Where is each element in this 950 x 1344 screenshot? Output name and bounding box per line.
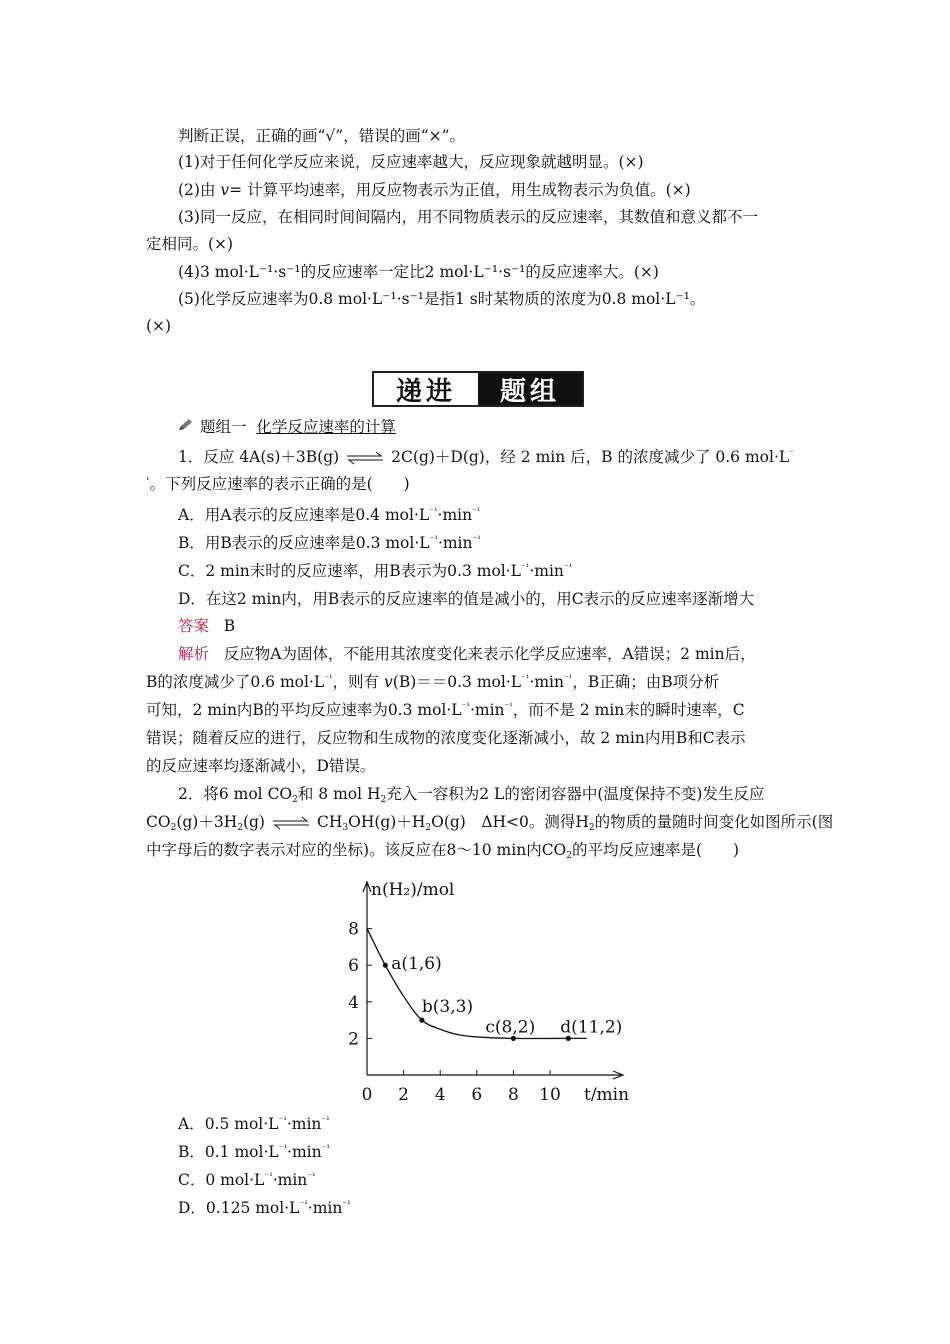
- q2-option-c: C．0 $mol\cdot L^{^{-1}}\cdot\min^{^{-1}}$: [178, 1171, 316, 1189]
- q2-stem-line3: 中字母后的数字表示对应的坐标)。该反应在8～10 min内$CO_2$的平均反应速率是( ): [146, 841, 740, 861]
- y-tick-label: 8: [348, 919, 359, 940]
- pencil-icon: [178, 418, 194, 432]
- q2-stem-line2: $CO_2(g)+3H_2(g)$ $CH_3OH(g)+H_2O(g)$ ΔH<0。测得$H_2$的物质的量随时间变化如图所示(图: [146, 813, 834, 833]
- x-axis-label: t/min: [584, 1085, 630, 1105]
- banner-right: 题组: [478, 373, 582, 405]
- q2-option-d: D．0.125 $mol\cdot L^{^{-1}}\cdot\min^{^{-1}}$: [178, 1199, 351, 1217]
- intro-item-3-cont: 定相同。(×): [146, 235, 234, 253]
- q2-stem-line1: 2．将6 mol $CO_2$和 8 mol $H_2$充入一容积为2 L的密闭容器中(温度保持不变)发生反应: [178, 785, 765, 805]
- y-tick-label: 6: [348, 956, 359, 977]
- intro-item-4: (4)3 mol·L⁻¹·s⁻¹的反应速率一定比2 mol·L⁻¹·s⁻¹的反应速率大。(×): [178, 263, 659, 281]
- data-point: [383, 963, 388, 968]
- h2-amount-chart: [336, 872, 636, 1108]
- q1-answer: 答案 B: [178, 617, 236, 635]
- y-tick-label: 2: [348, 1029, 359, 1050]
- x-tick-label: 0: [361, 1085, 373, 1105]
- q1-analysis-line4: 错误；随着反应的进行，反应物和生成物的浓度变化逐渐减小，故 2 min内用B和C表示: [146, 729, 746, 747]
- x-tick-label: 8: [507, 1085, 519, 1105]
- q1-option-d: D．在这2 min内，用B表示的反应速率的值是减小的，用C表示的反应速率逐渐增大: [178, 590, 755, 608]
- q1-option-b: B．用B表示的反应速率是0.3 $mol\cdot L^{^{-1}}\cdot\min^{^{-1}}$: [178, 534, 481, 552]
- group-prefix: 题组一: [200, 418, 247, 436]
- intro-item-5-cont: (×): [146, 317, 172, 335]
- intro-item-1: (1)对于任何化学反应来说，反应速率越大，反应现象就越明显。(×): [178, 153, 644, 171]
- q1-option-a: A．用A表示的反应速率是0.4 $mol\cdot L^{^{-1}}\cdot\min^{^{-1}}$: [178, 506, 481, 524]
- q1-analysis-line2: B的浓度减少了0.6 $mol\cdot L^{^{-1}}$，则有 v(B)＝＝0.3 $mol\cdot L^{^{-1}}\cdot\min^{^{-1}}$，B正确；由B项分析: [146, 673, 720, 691]
- y-tick-label: 4: [348, 992, 359, 1013]
- q1-analysis-line5: 的反应速率均逐渐减小，D错误。: [146, 757, 376, 775]
- q2-option-a: A．0.5 $mol\cdot L^{^{-1}}\cdot\min^{^{-1}}$: [178, 1115, 330, 1133]
- intro-item-5: (5)化学反应速率为0.8 mol·L⁻¹·s⁻¹是指1 s时某物质的浓度为0.8 mol·L⁻¹。: [178, 290, 706, 308]
- x-tick-label: 2: [398, 1085, 410, 1105]
- q1-option-c: C．2 min末时的反应速率，用B表示为0.3 $mol\cdot L^{^{-1}}\cdot\min^{^{-1}}$: [178, 562, 573, 580]
- reversible-arrow-icon: [265, 816, 317, 830]
- group-title: 化学反应速率的计算: [256, 418, 396, 436]
- point-label: d(11,2): [560, 1017, 623, 1038]
- x-tick-label: 6: [471, 1085, 483, 1105]
- y-axis-label: n(H₂)/mol: [371, 880, 455, 900]
- x-tick-label: 10: [539, 1085, 561, 1105]
- intro-item-3: (3)同一反应，在相同时间间隔内，用不同物质表示的反应速率，其数值和意义都不一: [178, 208, 758, 226]
- q1-stem-line1: 1．反应 4A(s)＋3B(g) 2C(g)＋D(g)，经 2 min 后，B 的浓度减少了 0.6 mol·L⁻: [178, 448, 794, 466]
- data-point: [419, 1018, 424, 1023]
- point-label: b(3,3): [421, 997, 474, 1018]
- q1-analysis-line1: 解析 反应物A为固体，不能用其浓度变化来表示化学反应速率，A错误；2 min后，: [178, 645, 756, 663]
- q1-stem-line2: $^{^1}$。下列反应速率的表示正确的是( ): [146, 475, 410, 493]
- intro-item-2: (2)由 v= 计算平均速率，用反应物表示为正值，用生成物表示为负值。(×): [178, 181, 691, 199]
- q1-analysis-line3: 可知，2 min内B的平均反应速率为0.3 $mol\cdot L^{^{-1}}\cdot\min^{^{-1}}$，而不是 2 min末的瞬时速率，C: [146, 701, 745, 719]
- point-label: c(8,2): [485, 1017, 536, 1038]
- point-label: a(1,6): [391, 954, 442, 975]
- intro-instruction: 判断正误，正确的画“√”，错误的画“×”。: [178, 127, 466, 145]
- section-banner: [372, 371, 584, 407]
- reversible-arrow-icon: [339, 451, 391, 465]
- x-tick-label: 4: [434, 1085, 446, 1105]
- banner-left: 递进: [374, 373, 478, 405]
- group-heading: [200, 417, 396, 437]
- q2-option-b: B．0.1 $mol\cdot L^{^{-1}}\cdot\min^{^{-1}}$: [178, 1143, 330, 1161]
